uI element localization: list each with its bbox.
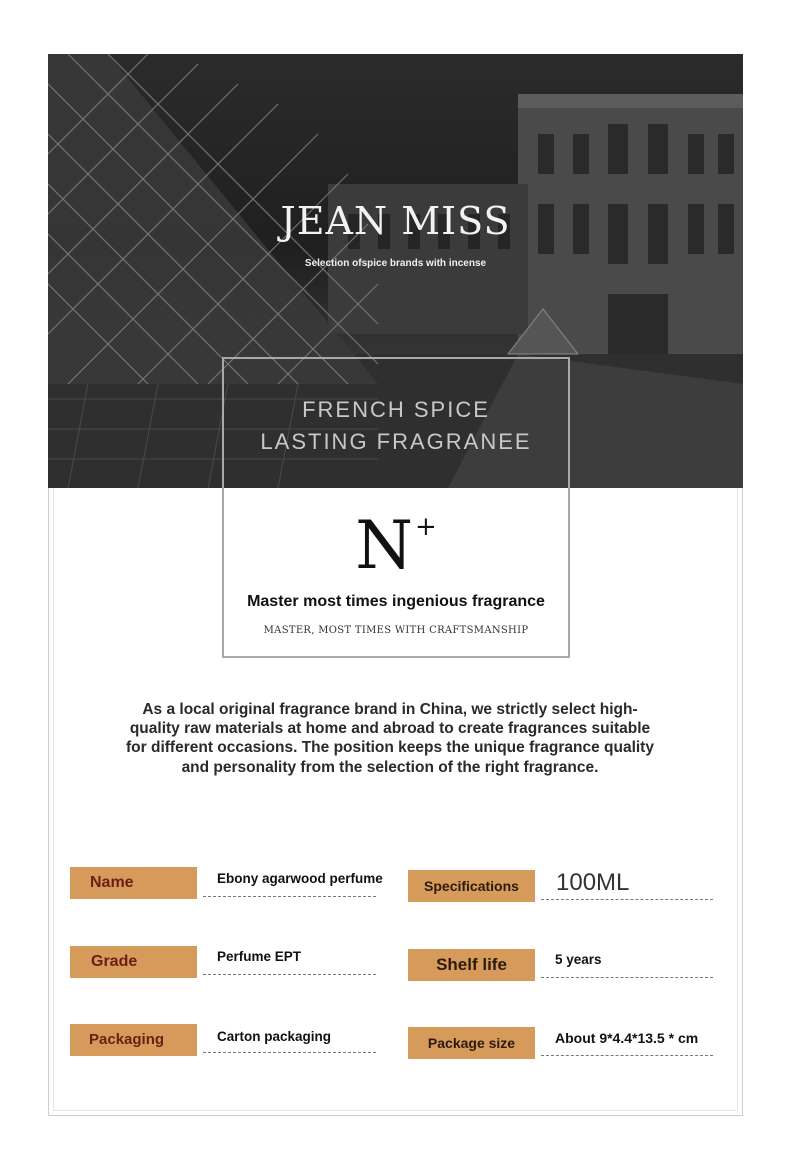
shelf-life-label: Shelf life (408, 949, 535, 981)
badge-frame (222, 357, 570, 658)
name-value: Ebony agarwood perfume (217, 871, 383, 886)
badge-headline: Master most times ingenious fragrance (247, 593, 545, 610)
package-size-value: About 9*4.4*13.5 * cm (555, 1030, 699, 1046)
grade-value: Perfume EPT (217, 949, 302, 964)
n-plus-logo (224, 507, 568, 584)
overlay-line-1: FRENCH SPICE (302, 397, 490, 422)
packaging-divider (203, 1052, 376, 1053)
specifications-divider (541, 899, 713, 900)
logo-superscript: + (414, 512, 437, 542)
packaging-value: Carton packaging (217, 1029, 332, 1044)
brand-subtitle: Selection ofspice brands with incense (304, 258, 487, 269)
packaging-label: Packaging (70, 1024, 197, 1056)
shelf-life-value: 5 years (555, 952, 602, 967)
name-divider (203, 896, 376, 897)
badge-subline: MASTER, MOST TIMES WITH CRAFTSMANSHIP (263, 625, 529, 636)
logo-letter: N (355, 507, 413, 584)
shelf-life-divider (541, 977, 713, 978)
name-label: Name (70, 867, 197, 899)
specifications-value: 100ML (556, 869, 630, 896)
package-size-divider (541, 1055, 713, 1056)
brand-title: JEAN MISS (280, 199, 511, 243)
grade-divider (203, 974, 376, 975)
overlay-line-2: LASTING FRAGRANEE (260, 429, 532, 454)
grade-label: Grade (70, 946, 197, 978)
package-size-label: Package size (408, 1027, 535, 1059)
brand-description: As a local original fragrance brand in China, we strictly select high-quality raw materials at home and abroad to create fragrances suitable for different occasions. The position keeps the unique fragrance quality and personality from the selection of the right fragrance. (126, 701, 654, 776)
specifications-label: Specifications (408, 870, 535, 902)
